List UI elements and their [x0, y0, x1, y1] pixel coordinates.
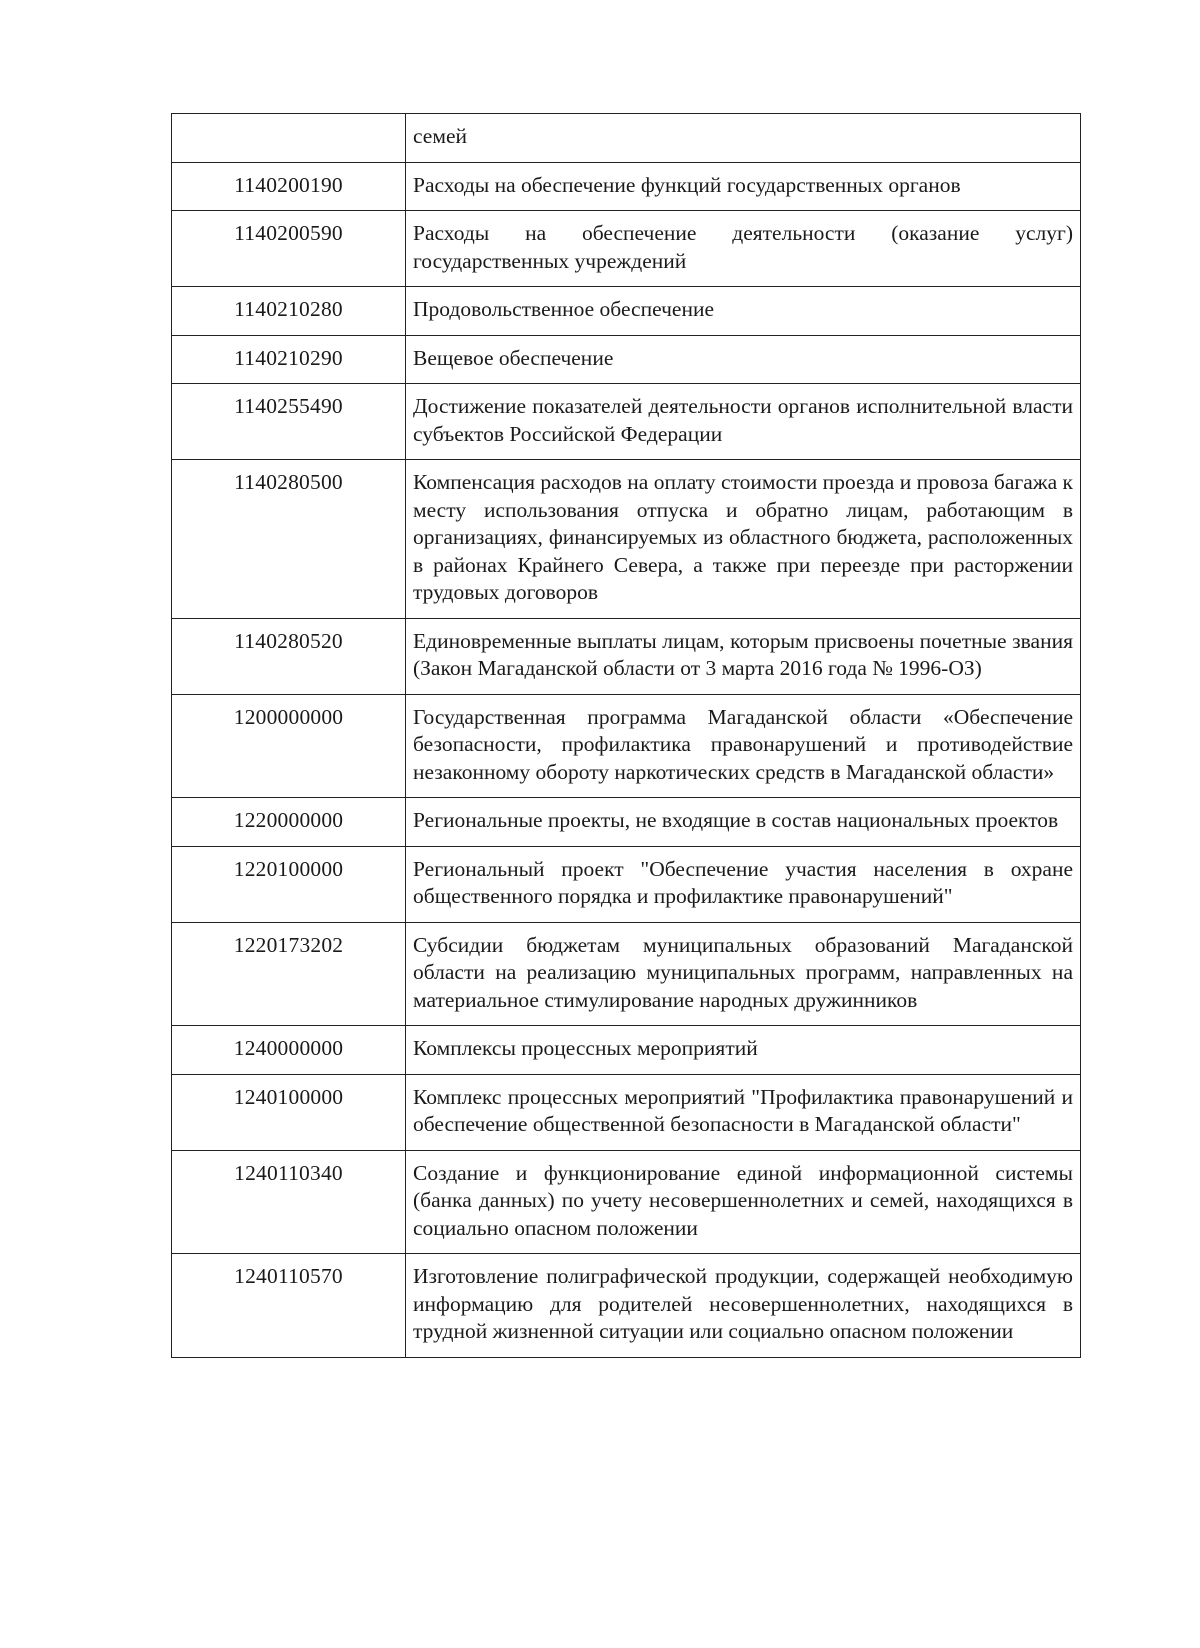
code-cell: 1140255490: [172, 384, 406, 460]
description-cell: Региональные проекты, не входящие в состав национальных проектов: [406, 798, 1081, 847]
table-row: [172, 798, 1081, 847]
table-row: [172, 384, 1081, 460]
table-row: [172, 287, 1081, 336]
code-cell: 1220000000: [172, 798, 406, 847]
table-row: [172, 335, 1081, 384]
table-row: [172, 846, 1081, 922]
table-row: [172, 1026, 1081, 1075]
description-cell: Субсидии бюджетам муниципальных образований Магаданской области на реализацию муниципальных программ, направленных на материальное стимулирование народных дружинников: [406, 922, 1081, 1026]
table-row: [172, 1254, 1081, 1358]
table-row: [172, 1150, 1081, 1254]
description-cell: Региональный проект "Обеспечение участия населения в охране общественного порядка и профилактике правонарушений": [406, 846, 1081, 922]
code-cell: [172, 114, 406, 163]
budget-codes-table: [171, 113, 1081, 1358]
table-row: [172, 211, 1081, 287]
code-cell: 1220100000: [172, 846, 406, 922]
table-row: [172, 922, 1081, 1026]
description-cell: Компенсация расходов на оплату стоимости проезда и провоза багажа к месту использования отпуска и обратно лицам, работающим в организациях, финансируемых из областного бюджета, расположенных в районах Крайнего Севера, а также при переезде при расторжении трудовых договоров: [406, 460, 1081, 619]
code-cell: 1240110570: [172, 1254, 406, 1358]
code-cell: 1140200190: [172, 162, 406, 211]
table-row: [172, 694, 1081, 798]
code-cell: 1140280520: [172, 618, 406, 694]
code-cell: 1240110340: [172, 1150, 406, 1254]
description-cell: Создание и функционирование единой информационной системы (банка данных) по учету несовершеннолетних и семей, находящихся в социально опасном положении: [406, 1150, 1081, 1254]
table-row: [172, 460, 1081, 619]
description-cell: Продовольственное обеспечение: [406, 287, 1081, 336]
description-cell: Комплекс процессных мероприятий "Профилактика правонарушений и обеспечение общественной безопасности в Магаданской области": [406, 1074, 1081, 1150]
table-row: [172, 1074, 1081, 1150]
description-cell: Комплексы процессных мероприятий: [406, 1026, 1081, 1075]
code-cell: 1200000000: [172, 694, 406, 798]
table-row: [172, 162, 1081, 211]
description-cell: Изготовление полиграфической продукции, содержащей необходимую информацию для родителей несовершеннолетних, находящихся в трудной жизненной ситуации или социально опасном положении: [406, 1254, 1081, 1358]
code-cell: 1220173202: [172, 922, 406, 1026]
code-cell: 1140200590: [172, 211, 406, 287]
table-row: [172, 114, 1081, 163]
description-cell: Расходы на обеспечение функций государственных органов: [406, 162, 1081, 211]
code-cell: 1240000000: [172, 1026, 406, 1075]
description-cell: Вещевое обеспечение: [406, 335, 1081, 384]
description-cell: Расходы на обеспечение деятельности (оказание услуг) государственных учреждений: [406, 211, 1081, 287]
description-cell: Государственная программа Магаданской области «Обеспечение безопасности, профилактика правонарушений и противодействие незаконному обороту наркотических средств в Магаданской области»: [406, 694, 1081, 798]
description-cell: Достижение показателей деятельности органов исполнительной власти субъектов Российской Федерации: [406, 384, 1081, 460]
description-cell: семей: [406, 114, 1081, 163]
table-row: [172, 618, 1081, 694]
code-cell: 1140280500: [172, 460, 406, 619]
code-cell: 1140210290: [172, 335, 406, 384]
code-cell: 1240100000: [172, 1074, 406, 1150]
description-cell: Единовременные выплаты лицам, которым присвоены почетные звания (Закон Магаданской области от 3 марта 2016 года № 1996-ОЗ): [406, 618, 1081, 694]
code-cell: 1140210280: [172, 287, 406, 336]
